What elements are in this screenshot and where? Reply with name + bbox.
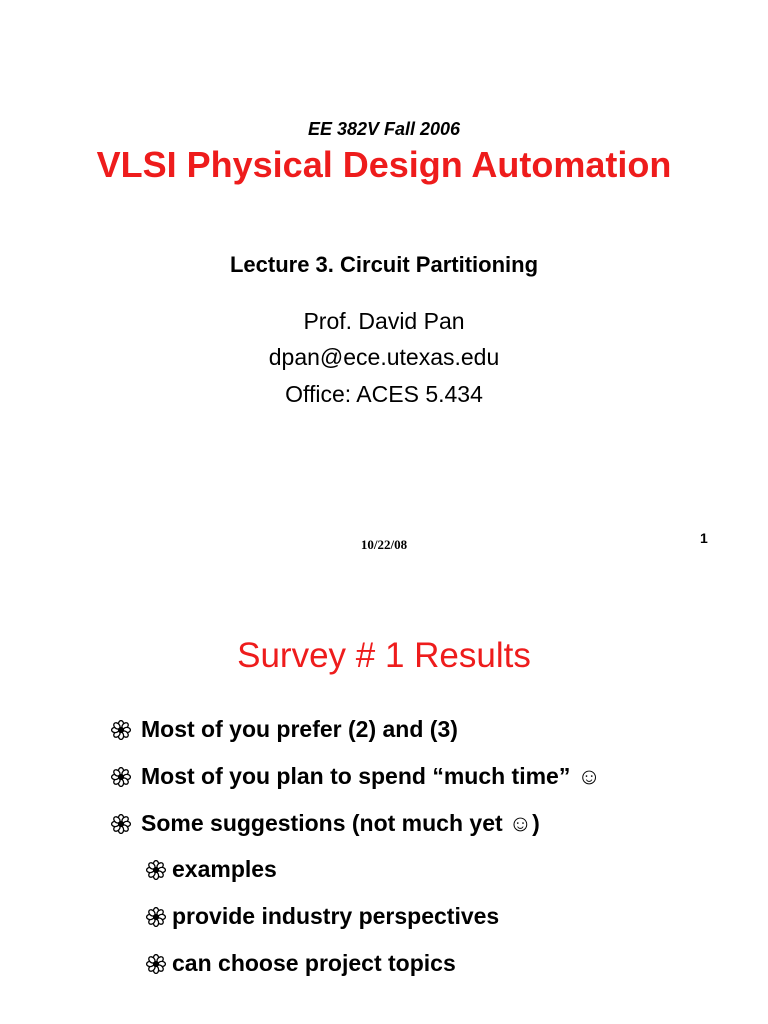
lecture-title: Lecture 3. Circuit Partitioning (229, 252, 539, 277)
sub-bullet-text: examples (172, 856, 277, 882)
flower-bullet-icon (111, 720, 133, 740)
bullet-text: Most of you prefer (2) and (3) (141, 716, 458, 742)
slide-date: 10/22/08 (360, 537, 408, 552)
sub-bullet-item (146, 903, 499, 930)
bullet-item (111, 763, 601, 790)
sub-bullet-item (146, 950, 456, 977)
professor-name: Prof. David Pan (303, 308, 465, 334)
office-location: Office: ACES 5.434 (285, 381, 483, 407)
bullet-text: Most of you plan to spend “much time” (141, 763, 571, 789)
course-label: EE 382V Fall 2006 (307, 119, 461, 139)
flower-bullet-icon (146, 954, 166, 974)
sub-bullet-text: can choose project topics (172, 950, 456, 976)
bullet-item (111, 810, 540, 837)
page-number: 1 (700, 530, 708, 546)
flower-bullet-icon (111, 767, 133, 787)
sub-bullet-text: provide industry perspectives (172, 903, 500, 929)
professor-email: dpan@ece.utexas.edu (268, 344, 500, 370)
smiley-icon: ☺ (508, 810, 533, 836)
bullet-text: Some suggestions (not much yet (141, 810, 503, 836)
flower-bullet-icon (146, 907, 166, 927)
bullet-suffix: ) (532, 810, 540, 836)
bullet-item (111, 716, 458, 743)
survey-title: Survey # 1 Results (237, 636, 531, 675)
sub-bullet-item (146, 856, 277, 883)
flower-bullet-icon (111, 814, 133, 834)
flower-bullet-icon (146, 860, 166, 880)
slide-title: VLSI Physical Design Automation (96, 144, 672, 185)
smiley-icon: ☺ (577, 763, 601, 789)
